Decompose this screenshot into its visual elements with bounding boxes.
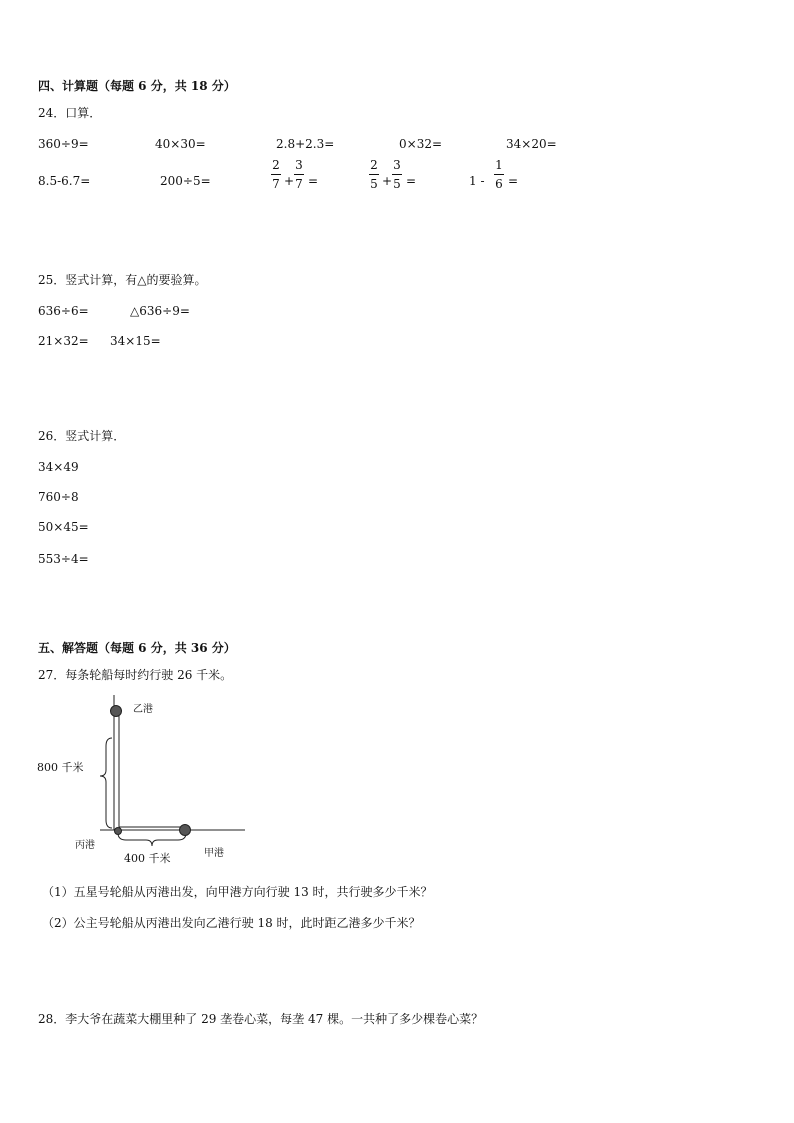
question-28-label: 28．李大爷在蔬菜大棚里种了 29 垄卷心菜，每垄 47 棵。一共种了多少棵卷心菜？	[38, 1012, 484, 1026]
question-27-sub-2: （2）公主号轮船从丙港出发向乙港行驶 18 时，此时距乙港多少千米？	[42, 916, 421, 930]
horizontal-distance-label: 400 千米	[124, 852, 171, 865]
numerator: 3	[295, 158, 303, 172]
port-bing-marker	[115, 828, 122, 835]
section-title-word-problems: 五、解答题（每题 6 分，共 36 分）	[38, 641, 236, 655]
question-27-label: 27．每条轮船每时约行驶 26 千米。	[38, 668, 233, 682]
vertical-calc-item: △636÷9=	[130, 304, 190, 318]
denominator: 7	[272, 177, 280, 191]
oral-calc-item: 1 -	[469, 174, 485, 188]
denominator: 5	[370, 177, 378, 191]
vertical-distance-label: 800 千米	[37, 761, 84, 774]
vertical-calc-item: 34×49	[38, 460, 79, 474]
question-25-label: 25．竖式计算，有△的要验算。	[38, 273, 207, 287]
port-jia-label: 甲港	[204, 848, 224, 859]
oral-calc-item: 40×30=	[155, 137, 206, 151]
denominator: 7	[295, 177, 303, 191]
vertical-calc-item: 760÷8	[38, 490, 79, 504]
equals-sign: =	[406, 174, 417, 188]
horizontal-brace	[118, 833, 186, 846]
fraction	[369, 158, 379, 191]
oral-calc-item: 2.8+2.3=	[276, 137, 335, 151]
fraction	[494, 158, 504, 191]
plus-sign: +	[284, 174, 295, 188]
numerator: 1	[495, 158, 503, 172]
question-26-label: 26．竖式计算．	[38, 429, 126, 443]
equals-sign: =	[308, 174, 319, 188]
port-yi-marker	[111, 706, 122, 717]
fraction	[271, 158, 281, 191]
vertical-calc-item: 636÷6=	[38, 304, 89, 318]
port-jia-marker	[180, 825, 191, 836]
denominator: 6	[495, 177, 503, 191]
equals-sign: =	[508, 174, 519, 188]
port-bing-label: 丙港	[75, 840, 95, 851]
vertical-calc-item: 34×15=	[110, 334, 161, 348]
vertical-calc-item: 553÷4=	[38, 552, 89, 566]
vertical-calc-item: 21×32=	[38, 334, 89, 348]
vertical-calc-item: 50×45=	[38, 520, 89, 534]
numerator: 3	[393, 158, 401, 172]
plus-sign: +	[382, 174, 393, 188]
oral-calc-item: 8.5-6.7=	[38, 174, 91, 188]
section-title-calc: 四、计算题（每题 6 分，共 18 分）	[38, 79, 236, 93]
oral-calc-item: 200÷5=	[160, 174, 211, 188]
fraction	[294, 158, 304, 191]
numerator: 2	[370, 158, 378, 172]
port-route-diagram	[30, 690, 260, 870]
oral-calc-item: 34×20=	[506, 137, 557, 151]
question-27-sub-1: （1）五星号轮船从丙港出发，向甲港方向行驶 13 时，共行驶多少千米？	[42, 885, 433, 899]
question-24-label: 24．口算．	[38, 106, 102, 120]
denominator: 5	[393, 177, 401, 191]
oral-calc-item: 0×32=	[399, 137, 443, 151]
oral-calc-item: 360÷9=	[38, 137, 89, 151]
numerator: 2	[272, 158, 280, 172]
vertical-brace	[100, 738, 112, 828]
port-yi-label: 乙港	[133, 704, 153, 715]
fraction	[392, 158, 402, 191]
